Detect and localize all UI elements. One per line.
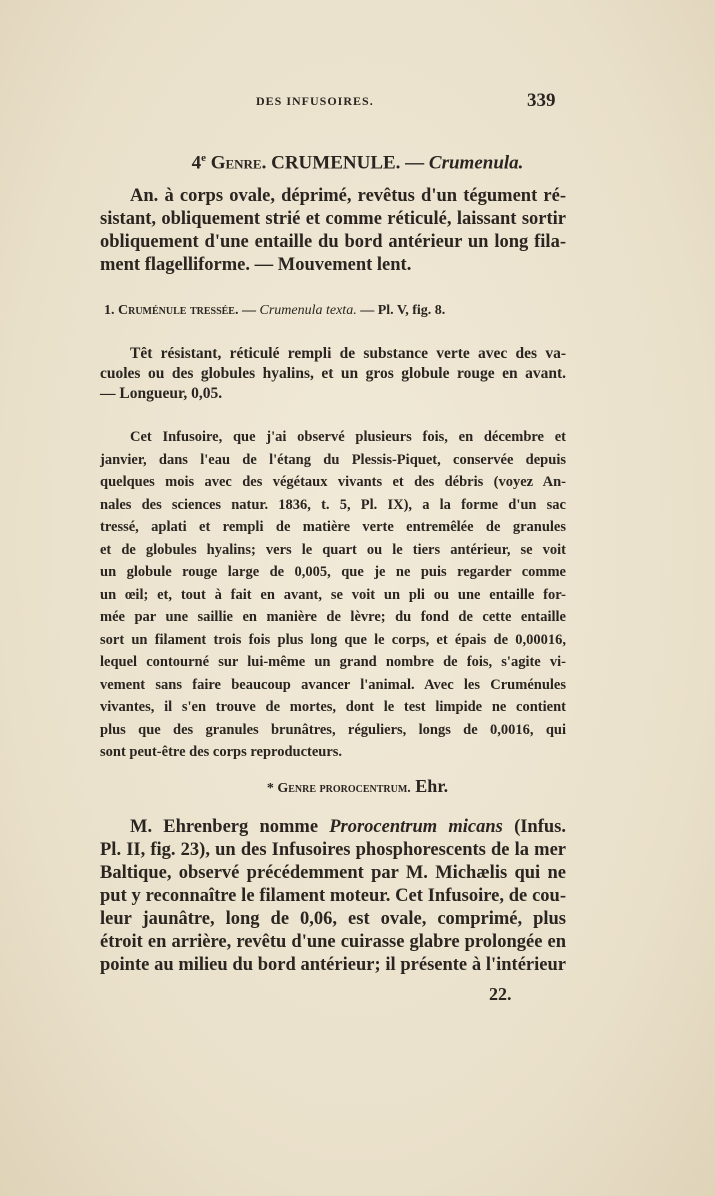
- text-line: tressé, aplati et rempli de matière verte entremêlée de granules: [100, 519, 566, 535]
- page-number: 339: [527, 90, 556, 111]
- text-line: plus que des granules brunâtres, réguliers, longs de 0,0016, qui: [100, 721, 566, 738]
- text-line: quelques mois avec des végétaux vivants et des débris (voyez An-: [100, 474, 566, 490]
- text-line: An. à corps ovale, déprimé, revêtus d'un tégument ré-: [130, 186, 566, 206]
- final-paragraph: [100, 816, 566, 977]
- text-line: sont peut-être des corps reproducteurs.: [100, 744, 343, 760]
- text-line: mée par une saillie en manière de lèvre; du fond de cette entaille: [100, 609, 566, 625]
- genus-number: 4: [191, 152, 202, 174]
- genus-separator: —: [400, 152, 429, 174]
- text-line: un globule rouge large de 0,005, que je ne puis regarder comme: [100, 564, 566, 580]
- text-line: sistant, obliquement strié et comme réticulé, laissant sortir: [100, 209, 566, 229]
- text-line: put y reconnaître le filament moteur. Cet Infusoire, de cou-: [100, 886, 566, 906]
- species-name: Cruménule tressée.: [118, 303, 239, 318]
- genus-heading: [0, 147, 715, 174]
- observation-paragraph: [100, 426, 566, 764]
- species-plate-ref: — Pl. V, fig. 8.: [356, 303, 446, 318]
- genus-name: CRUMENULE.: [271, 152, 401, 174]
- line1-italic: Prorocentrum micans: [329, 817, 503, 837]
- genus-latin: Crumenula.: [428, 152, 524, 174]
- text-line: vement sans faire beaucoup avancer l'animal. Avec les Cruménules: [100, 676, 566, 693]
- text-line: sort un filament trois fois plus long que le corps, et épais de 0,00016,: [100, 631, 566, 648]
- text-line: cuoles ou des globules hyalins, et un gros globule rouge en avant.: [100, 365, 566, 382]
- text-line: étroit en arrière, revêtu d'une cuirasse glabre prolongée en: [100, 932, 566, 952]
- text-line: Baltique, observé précédemment par M. Michælis qui ne: [100, 863, 566, 883]
- line1-a: M. Ehrenberg nomme: [130, 817, 330, 837]
- species-latin: Crumenula texta.: [259, 303, 357, 318]
- running-title: DES INFUSOIRES.: [256, 94, 374, 108]
- asterisk: *: [266, 781, 278, 796]
- text-line: lequel contourné sur lui-même un grand nombre de fois, s'agite vi-: [100, 654, 566, 670]
- species-description: [100, 344, 566, 404]
- signature-mark: 22.: [489, 984, 512, 1004]
- text-line: leur jaunâtre, long de 0,06, est ovale, comprimé, plus: [100, 909, 566, 929]
- text-line: Cet Infusoire, que j'ai observé plusieurs fois, en décembre et: [130, 429, 566, 445]
- text-line: [100, 816, 566, 839]
- text-line: Pl. II, fig. 23), un des Infusoires phosphorescents de la mer: [100, 840, 566, 860]
- species-heading: [104, 303, 564, 319]
- text-line: Têt résistant, réticulé rempli de substance verte avec des va-: [130, 345, 566, 362]
- species-dash: —: [238, 303, 260, 318]
- species-number: 1.: [104, 303, 115, 318]
- text-line: un œil; et, tout à fait en avant, se voit un pli ou une entaille for-: [100, 586, 566, 603]
- text-line: janvier, dans l'eau de l'étang du Plessis-Piquet, conservée depuis: [100, 451, 566, 468]
- genus-number-sup: e: [201, 152, 206, 164]
- genre-author: Ehr.: [410, 776, 449, 796]
- text-line: pointe au milieu du bord antérieur; il présente à l'intérieur: [100, 955, 566, 975]
- genre-prorocentrum-heading: [0, 776, 715, 797]
- text-line: vivantes, il s'en trouve de mortes, dont le test limpide ne contient: [100, 699, 566, 715]
- text-line: et de globules hyalins; vers le quart ou le tiers antérieur, se voit: [100, 541, 566, 558]
- genus-genre-word: Genre.: [210, 152, 267, 174]
- text-line: obliquement d'une entaille du bord antérieur un long fila-: [100, 232, 566, 252]
- text-line: — Longueur, 0,05.: [100, 385, 223, 402]
- text-line: ment flagelliforme. — Mouvement lent.: [100, 255, 412, 275]
- line1-b: (Infus.: [502, 817, 566, 837]
- genus-description: [100, 185, 566, 277]
- text-line: nales des sciences natur. 1836, t. 5, Pl. IX), a la forme d'un sac: [100, 496, 566, 513]
- genre-label: Genre prorocentrum.: [277, 781, 411, 796]
